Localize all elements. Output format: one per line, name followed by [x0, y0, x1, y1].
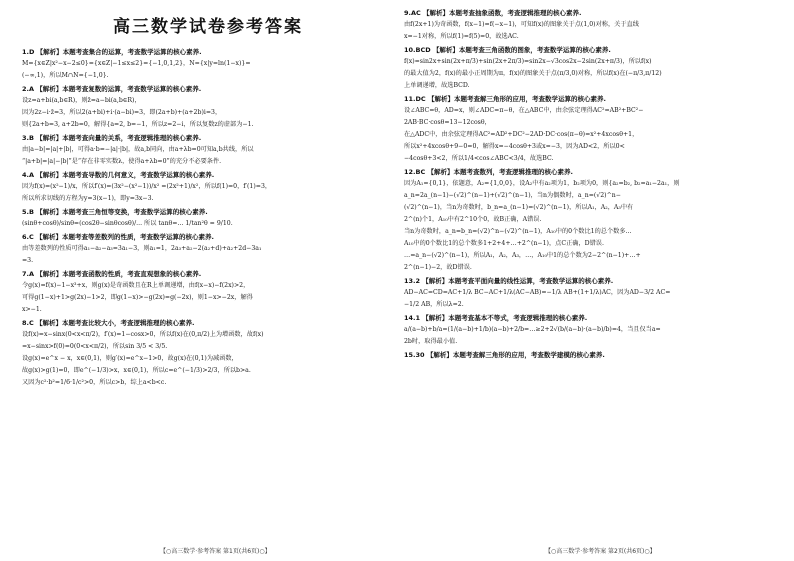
answer-line: x>−1. [22, 306, 42, 313]
answer-line: 2AB·BC·cosθ=13−12cosθ， [404, 119, 491, 126]
answer-line: 上单调递增，故选BCD. [404, 82, 470, 89]
answer-line: M={x∈Z|x²−x−2≤0}={x∈Z|−1≤x≤2}={−1,0,1,2}，N={x|y=ln(1−x)}= [22, 60, 251, 67]
answer-line: (sinθ+cosθ)/sinθ=(cos2θ−sinθcosθ)/... 所以 tanθ=... 1/tan²θ = 9/10. [22, 220, 233, 227]
answer-item [22, 318, 394, 391]
answer-line: 则{2a+b=3, a+2b=0，解得{a=2, b=−1，所以z=2−i，所以复数z的虚部为−1. [22, 121, 254, 128]
answer-line: 因为A₁={0,1}，依题意，A₂={1,0,0}，设A₂中有a₂项为1，b₂项为0，则{a₂=b₂, b₂=a₁−2a₁，则 [404, 180, 680, 187]
answer-line: 所以x²+4xcosθ+9−0=0，解得x=−4cosθ+3或x=−3，因为AD<2，所以0< [404, 143, 625, 150]
answer-heading: 13.2 【解析】本题考查平面向量的线性运算，考查数学运算的核心素养. [404, 277, 614, 285]
answer-line: “|a+b|=|a|−|b|”是“存在非零实数λ，使得a+λb=0”的充分不必要条件. [22, 158, 222, 165]
answer-line: f(x)=sin2x+sin(2x+π/3)+sin(2x+2π/3)=sin2x−√3cos2x−2sin(2x+π/3)，所以f(x) [404, 58, 652, 65]
answer-heading: 1.D 【解析】本题考查集合的运算，考查数学运算的核心素养. [22, 48, 202, 56]
answer-heading: 3.B 【解析】本题考查向量的关系，考查逻辑推理的核心素养. [22, 134, 202, 142]
answer-heading: 10.BCD 【解析】本题考查三角函数的图象，考查数学运算的核心素养. [404, 46, 611, 54]
answer-line: …=a_n−(√2)^(n−1)，所以A₁，A₂，A₃，…，A₁₀中1的总个数为2−2^(n−1)+…+ [404, 252, 641, 259]
answer-line: 设f(x)=x−sinx(0<x<π/2)，f′(x)=1−cosx>0，所以f(x)在(0,π/2)上为增函数，故f(x) [22, 331, 264, 338]
answer-line: 2^(n−1)−2，故D错误. [404, 264, 472, 271]
footer-page-1: 【○高三数学·参考答案 第1页(共6页)○】 [160, 548, 271, 555]
answer-item [22, 47, 394, 84]
answer-heading: 4.A 【解析】本题考查导数的几何意义，考查数学运算的核心素养. [22, 171, 215, 179]
answer-item [22, 269, 394, 318]
answer-heading: 14.1 【解析】本题考查基本不等式，考查逻辑推理的核心素养. [404, 314, 588, 322]
answer-heading: 6.C 【解析】本题考查等差数列的性质，考查数学运算的核心素养. [22, 233, 214, 241]
answer-heading: 9.AC 【解析】本题考查抽象函数，考查逻辑推理的核心素养. [404, 9, 582, 17]
answer-item [404, 350, 776, 363]
answer-line: =3. [22, 257, 34, 264]
right-column [404, 8, 776, 363]
left-answer-list [22, 47, 394, 391]
answer-line: a/(a−b)+b/a=(1/(a−b)+1/b)(a−b)+2/b=…≥2+2√(b/(a−b)·(a−b)/b)=4，当且仅当a= [404, 326, 661, 333]
answer-line: x=−1对称，所以f(1)=f(5)=0，故选AC. [404, 33, 519, 40]
answer-line: 设g(x)=e^x − x，x∈(0,1)，则g′(x)=e^x−1>0，故g(x)在(0,1)为减函数， [22, 355, 238, 362]
answer-line: 2^(n)个1，A₁₀中有2^10个0，故B正确，A错误. [404, 216, 542, 223]
page-title: 高三数学试卷参考答案 [113, 17, 303, 37]
answer-heading: 7.A 【解析】本题考查函数的性质，考查直观想象的核心素养. [22, 270, 202, 278]
answer-line: 由f(2x+1)为奇函数，f(x−1)=f(−x−1)，可知f(x)的图象关于点(1,0)对称，关于直线 [404, 21, 639, 28]
answer-item [22, 207, 394, 232]
answer-line: 2b时，取得最小值. [404, 338, 458, 345]
answer-line: (−∞,1)，所以M∩N={−1,0}. [22, 72, 109, 79]
answer-line: 由等差数列的性质可得a₁−a₂−a₃=3a₁−3，则a₁=1，2a₃+a₂−2(a₂+d)+a₂+2d−3a₁ [22, 245, 262, 252]
answer-line: a_n=2a_(n−1)−(√2)^(n−1)+(√2)^(n−1)，当n为偶数时，a_n=(√2)^n− [404, 192, 621, 199]
answer-heading: 12.BC 【解析】本题考查数列，考查逻辑推理的核心素养. [404, 168, 573, 176]
answer-line: 设∠ABC=θ，AD=x，则∠ADC=π−θ，在△ABC中，由余弦定理得AC²=AB²+BC²− [404, 107, 644, 114]
answer-heading: 11.DC 【解析】本题考查解三角形的应用，考查数学运算的核心素养. [404, 95, 606, 103]
answer-item [404, 313, 776, 350]
answer-item [22, 84, 394, 133]
answer-item [22, 170, 394, 207]
answer-line: AD−AC=CD=AC+1/λ BC−AC+1/λ(AC−AB)=−1/λ AB+(1+1/λ)AC，因为AD−3/2 AC= [404, 289, 671, 296]
answer-heading: 2.A 【解析】本题考查复数的运算，考查数学运算的核心素养. [22, 85, 202, 93]
right-answer-list [404, 8, 776, 363]
answer-item [22, 133, 394, 170]
answer-item [22, 232, 394, 269]
answer-line: 设z=a+bi(a,b∈R)，则z̄=a−bi(a,b∈R)， [22, 97, 141, 104]
answer-line: =x−sinx>f(0)=0(0<x<π/2)，所以sin 3/5 < 3/5. [22, 343, 168, 350]
answer-item [404, 94, 776, 167]
answer-line: 在△ADC中，由余弦定理得AC²=AD²+DC²−2AD·DC·cos(π−θ)=x²+4xcosθ+1， [404, 131, 639, 138]
answer-line: A₁₀中的0个数比1的总个数多1+2+4+…+2^(n−1)，点C正确，D错误. [404, 240, 604, 247]
answer-line: 所以所求切线的方程为y=3(x−1)，即y=3x−3. [22, 195, 154, 202]
answer-line: 因为2z−i·z̄=3，所以2(a+bi)+i·(a−bi)=3，即(2a+b)+(a+2b)i=3， [22, 109, 222, 116]
footer-page-2: 【○高三数学·参考答案 第2页(共6页)○】 [545, 548, 656, 555]
answer-item [404, 8, 776, 45]
answer-heading: 8.C 【解析】本题考查比较大小，考查逻辑推理的核心素养. [22, 319, 195, 327]
answer-heading: 15.30 【解析】本题考查解三角形的应用，考查数学建模的核心素养. [404, 351, 605, 359]
answer-line: 因为f(x)=(x²−1)/x，所以f′(x)=(3x²−(x²−1))/x² =(2x²+1)/x²，所以f(1)=0，f′(1)=3， [22, 183, 272, 190]
answer-line: 当n为奇数时，a_n=b_n=(√2)^n−(√2)^(n−1)，A₁₀中的0个数比1的总个数多... [404, 228, 632, 235]
answer-item [404, 167, 776, 276]
answer-line: −4cosθ+3<2，所以1/4<cos∠ABC<3/4，故选BC. [404, 155, 554, 162]
answer-line: 的最大值为2，f(x)的最小正周期为π，f(x)的图象关于点(π/3,0)对称，所以f(x)在(−π/3,π/12) [404, 70, 662, 77]
answer-line: 由|a−b|=|a|+|b|，可得a·b=−|a|·|b|，故a,b同向，由a+λb=0可知a,b共线，所以 [22, 146, 254, 153]
answer-heading: 5.B 【解析】本题考查三角恒等变换，考查数学运算的核心素养. [22, 208, 208, 216]
answer-item [404, 276, 776, 313]
left-column [22, 8, 394, 391]
answer-line: 令g(x)=f(x)−1−x³+x，则g(x)是奇函数且在R上单调递增，由f(x−x)−f(2x)>2， [22, 282, 250, 289]
answer-line: 故g(x)>g(1)=0，即e^(−1/3)>x，x∈(0,1)，所以c=e^(−1/3)>2/3，所以b>a. [22, 367, 251, 374]
answer-line: 又因为c²·b²=1/6·1/c²>0，所以c>b，综上a<b<c. [22, 379, 167, 386]
answer-line: −1/2 AB，所以λ=2. [404, 301, 464, 308]
answer-line: 可得g(1−x)+1>g(2x)−1>2，即g(1−x)>−g(2x)=g(−2x)，则1−x>−2x，解得 [22, 294, 253, 301]
answer-line: (√2)^(n−1)，当n为奇数时，b_n=a_(n−1)=(√2)^(n−1)，所以A₁，A₂，A₃中有 [404, 204, 634, 211]
answer-item [404, 45, 776, 94]
